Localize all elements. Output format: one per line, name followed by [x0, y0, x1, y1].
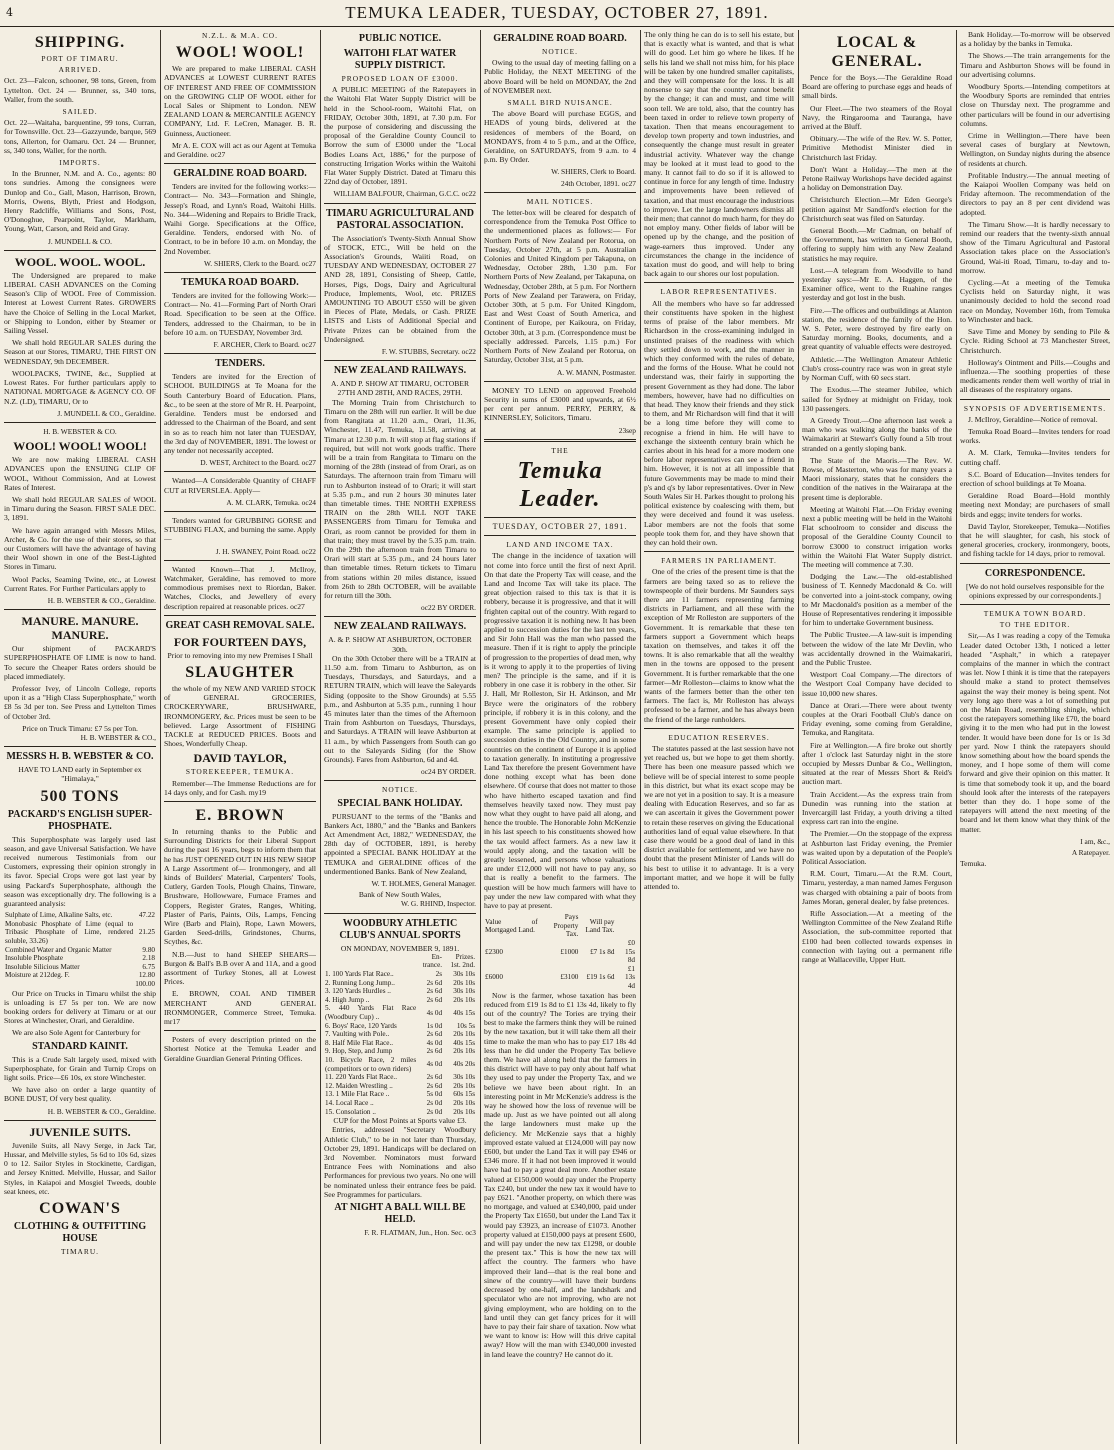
- event-row-cell: 10. Bicycle Race, 2 miles (competitors or to own riders): [325, 1055, 417, 1073]
- event-row: [324, 970, 476, 979]
- ad-heading: MANURE. MANURE. MANURE.: [21, 614, 139, 643]
- advertiser-signature: A. M. CLARK, Temuka. oc24: [226, 497, 316, 507]
- news-item: Fire at Wellington.—A fire broke out shortly after 1 o'clock last Saturday night in the store occupied by Messrs Dunbar & Co., Wellington, situated at the rear of Messrs Short & Reid's auction mart.: [802, 740, 952, 787]
- analysis-row-cell: Combined Water and Organic Matter: [5, 945, 112, 954]
- column-3: [324, 30, 476, 1446]
- event-row-cell: 14. Local Race ..: [325, 1098, 374, 1107]
- ad-subheading: A. & P. SHOW AT ASHBURTON, OCTOBER 30th.: [328, 635, 472, 654]
- ad-text: Remember—The Immense Reductions are for 14 days only, and for Cash. my19: [164, 778, 316, 797]
- analysis-row-cell: 12.80: [138, 971, 155, 980]
- event-row: [324, 1090, 476, 1099]
- ad-text: Prior to removing into my new Premises I Shall: [167, 650, 313, 660]
- ad-text: CUP for the Most Points at Sports value £3.: [333, 1116, 467, 1126]
- ad-date: 24th October, 1891. oc27: [560, 178, 636, 188]
- event-row-cell: 60s 15s: [453, 1090, 475, 1099]
- column-rule: [160, 30, 161, 1444]
- letter-signature: A Ratepayer.: [1071, 848, 1110, 858]
- analysis-row-cell: 47.22: [138, 911, 155, 920]
- advertiser-signature: oc22 BY ORDER.: [421, 603, 476, 613]
- news-item: Fire.—The offices and outbuildings at Alanton station, the residence of the family of the Hon. W. S. Peter, were destroyed by fire early on Saturday morning. Books, documents, and a great quantity of valuable effects were destroyed.: [802, 305, 952, 352]
- tax-row-cell: £1000: [560, 947, 579, 956]
- news-item: Obituary.—The wife of the Rev. W. S. Potter, Primitive Methodist Minister died in Christchurch last Friday.: [802, 134, 952, 162]
- ad-heading: WOODBURY ATHLETIC CLUB'S ANNUAL SPORTS: [339, 917, 461, 941]
- advertiser-signature: WILLIAM BALFOUR, Chairman, G.C.C. oc22: [333, 189, 476, 199]
- news-item: Dodging the Law.—The old-established business of T. Kennedy Macdonald & Co. will be converted into a joint-stock company, owing to Mr Macdonald's position as a member of the House of Representatives rendering it impossible for him to undertake Government business.: [802, 572, 952, 628]
- column-rule: [640, 30, 641, 1444]
- event-row-cell: 20s 10s: [453, 1030, 475, 1039]
- ad-text: We are now making LIBERAL CASH ADVANCES upon the ENSUING CLIP OF WOOL, Without Commission, And at Lowest Rates of Interest.: [4, 455, 156, 492]
- ad-subheading: CLOTHING & OUTFITTING HOUSE: [13, 1221, 147, 1245]
- advertiser-signature: H. B. WEBSTER & CO., Geraldine.: [47, 595, 156, 605]
- article-text: All the members who have so far addressed their constituents have spoken in the highest terms of praise of the labor members. Mr Richardson in the cross-examining indulged in unstinted praises of the readiness with which they settled down to work, and the manner in which they conformed with the rules of debate, and the forms of the House. What he could not understand was, their fairly in supporting the present Government as they had done. The labor members, however, have had no difficulties on that head. They know their friends and they stick to them, and Mr Richardson will find that it will be a long time before they will come to recognise a friend in him. He will have to exchange the sixteenth century brain which he carries about in his head for a more modern one before labor representatives can see a friend in him. However, it is not at all impossible that future Governments may be made to mind their p's and q's by labor representatives. Over in New South Wales Sir H. Parkes thought to prolong his political existence by coalescing with them, but they were deceived and found it was useless. Labor members are not the fools that some people took them for, and they have shown that they can hold their own.: [644, 298, 794, 547]
- analysis-table: [4, 911, 156, 988]
- synopsis-item: J. McIlroy, Geraldine—Notice of removal.: [968, 414, 1098, 424]
- port-heading: PORT OF TIMARU.: [41, 54, 119, 63]
- news-item: The Premier.—On the stoppage of the express at Ashburton last Friday evening, the Premier was waited upon by a deputation of the People's Political Association.: [802, 829, 952, 867]
- news-item: The Exodus.—The steamer Jubilee, which sailed for Sydney at midnight on Friday, took 130 passengers.: [802, 385, 952, 413]
- ad-subheading: ON MONDAY, NOVEMBER 9, 1891.: [340, 943, 460, 953]
- news-item: Save Time and Money by sending to Pile & Cycle. Riding School at 73 Manchester Street, Christchurch.: [960, 327, 1110, 355]
- article-heading: EDUCATION RESERVES.: [668, 732, 770, 742]
- letter-text: Sir,—As I was reading a copy of the Temuka Leader dated October 13th, I noticed a letter headed "Asphalt," in which a ratepayer complains of the manner in which the contract was let. Now I think it is time that the ratepayers should make a stand to protect themselves against the way their money is being spent. Not very long ago there was a lot of something put on the Main Road, resembling shingle, which cost the ratepayers something like £70, the board giving it to the men who had put in the lowest tender. It would have been done for 1s or 1s 3d per yard. Now I think the ratepayers should know something about how the board spends the money, and I hope some of them will come forward and give their opinion on this matter. It is time that somebody took it up, and the board should look after the interests of the ratepayers better than they do. I hope some of the ratepayers will attend the next meeting of the board and let them know what they think of the matter.: [960, 631, 1110, 834]
- analysis-row: [4, 946, 156, 955]
- event-row-cell: 2. Running Long Jump..: [325, 978, 395, 987]
- news-item: Westport Coal Company.—The directors of the Westport Coal Company have decided to issue 10,000 new shares.: [802, 670, 952, 698]
- news-item: Don't Want a Holiday.—The men at the Petone Railway Workshops have decided against a holiday on Demonstration Day.: [802, 164, 952, 193]
- analysis-row-cell: 100.00: [135, 979, 155, 988]
- event-row-cell: 2s 6d: [426, 1047, 443, 1056]
- letter-place: Temuka.: [960, 859, 987, 869]
- event-row-cell: 4. High Jump ..: [325, 995, 370, 1004]
- ad-heading: NEW ZEALAND RAILWAYS.: [333, 365, 467, 377]
- news-item: Crime in Wellington.—There have been several cases of burglary at Newtown, Wellington, on Sunday nights during the absence of residents at church.: [960, 131, 1110, 168]
- advertiser-signature: W. T. HOLMES, General Manager.: [371, 879, 476, 889]
- disclaimer: [We do not hold ourselves responsible for the opinions expressed by our correspondents.]: [966, 581, 1104, 600]
- ad-heading: WOOL! WOOL! WOOL!: [13, 439, 147, 454]
- ad-heading: MESSRS H. B. WEBSTER & CO.: [6, 751, 154, 763]
- advertiser-name: J. MUNDELL & CO.: [48, 236, 112, 246]
- news-item: Dance at Orari.—There were about twenty couples at the Orari Football Club's dance on Friday evening, some coming from Geraldine, Temuka, and Rangitata.: [802, 700, 952, 738]
- analysis-row-cell: 6.75: [142, 962, 155, 971]
- news-item: Profitable Industry.—The annual meeting of the Kaiapoi Woollen Company was held on Friday afternoon. The recommendation of the directors to pay an 8 per cent dividend was adopted.: [960, 170, 1110, 217]
- analysis-row-cell: Sulphate of Lime, Alkaline Salts, etc.: [5, 911, 113, 920]
- analysis-row-cell: [4, 980, 134, 989]
- event-row-cell: 3. 120 Yards Hurdles ..: [325, 987, 391, 996]
- event-row-cell: 1. 100 Yards Flat Race..: [325, 970, 394, 979]
- event-row-cell: 4s 0d: [426, 1008, 443, 1017]
- article-text: The change in the incidence of taxation will not come into force until the first of next April. On that date the Property Tax will cease, and the Land and Income Tax will take its place. The great objection raised to this tax is that it is robbery, because it is progressive, and that it will frighten capital out of the country. With regard to progressive taxation it is nothing new. It has been applied to succession duties for the last ten years, and Sir John Hall was the man who passed the measure. Then if it is right to apply the principle of progression to the properties of dead men, why is it wrong to apply it to the properties of living men? The principle is the same, and if it is robbery in one case it is robbery in the other. Sir J. Hall, Mr Rolleston, Sir H. Atkinson, and Mr Bryce were the originators of the robbery principle, if robbery it is in this colony, and the present Government have only copied their example. The same principle is applied to succession duties in the Old Country, and in some countries on the continent of Europe it is applied to taxation generally. In instituting a progressive Land Tax therefore the present Government have done nothing except what has been done elsewhere. Of course that does not matter to those who have hitherto escaped taxation and find themselves heavily taxed now. They must pay now what they ought to have paid all along, and hence the trouble. The Honorable John McKenzie in his last speech to his constituents showed how the tax would affect farmers. As a new law it would apply along, and the taxation will be greatly lessened, and persons whose valuations are under £12,000 will not have to pay any, so that is really a benefit to the farmers. The question will be how much farmers will have to pay under the new law compared with what they have to pay at present.: [484, 551, 636, 911]
- leader-title: Temuka Leader.: [517, 457, 603, 512]
- ad-subheading: MAIL NOTICES.: [526, 196, 594, 206]
- event-row-cell: 2s 6d: [426, 978, 443, 987]
- ad-heading: AT NIGHT A BALL WILL BE HELD.: [334, 1201, 466, 1225]
- event-row-cell: 4s 0d: [426, 1060, 443, 1069]
- ad-heading: NEW ZEALAND RAILWAYS.: [333, 621, 467, 633]
- event-row: [324, 1039, 476, 1048]
- event-row: [324, 1108, 476, 1117]
- advertiser-signature: H. B. WEBSTER & CO., Geraldine.: [47, 1106, 156, 1116]
- ad-text: Professor Ivey, of Lincoln College, reports upon it as a "High Class Superphosphate," worth £8 5s 3d per ton. See Press and Lyttelton Times of October 3rd.: [4, 683, 156, 721]
- shipping-heading: SHIPPING.: [34, 34, 126, 51]
- news-item: The State of the Maoris.—The Rev. W. Rowse, of Masterton, who was for many years a Maori missionary, states that he considers the condition of the natives in the Wairarapa at the present time is deplorable.: [802, 455, 952, 502]
- event-row-cell: 13. 1 Mile Flat Race ..: [325, 1090, 390, 1099]
- ad-text: MONEY TO LEND on approved Freehold Security in sums of £3000 and upwards, at 6½ per cent per annum. PERRY, PERRY, & KINNERSLEY, Solicitors, Timaru.: [484, 385, 636, 423]
- event-row-cell: 40s 15s: [453, 1008, 475, 1017]
- event-row: [324, 1047, 476, 1056]
- event-row-cell: Prizes. 1st. 2nd.: [450, 952, 475, 970]
- event-row-cell: 30s 10s: [453, 987, 475, 996]
- article-heading: LABOR REPRESENTATIVES.: [660, 287, 778, 297]
- page-title: TEMUKA LEADER, TUESDAY, OCTOBER 27, 1891.: [345, 3, 769, 22]
- event-row-cell: 2s 6d: [426, 1073, 443, 1082]
- ad-text: This is a Crude Salt largely used, mixed with Superphosphate, for Grain and Turnip Crops on light soils. Price—£6 10s, ex store Winchester.: [4, 1054, 156, 1082]
- advertiser-signature: D. WEST, Architect to the Board. oc27: [200, 458, 316, 468]
- event-row: [324, 1022, 476, 1031]
- ad-text: Entries, addressed "Secretary Woodbury Athletic Club," to be in not later than Thursday, October 29, 1891. Handicaps will be declared on 3rd November. Nominators must forward Entrance Fees with Nominations and also Performances for previous two years. No one will be nominated unless their entrance fees be paid. See Programmes for particulars.: [324, 1125, 476, 1199]
- ad-text: We have also on order a large quantity of BONE DUST, Of very best quality.: [4, 1085, 156, 1104]
- event-row: [324, 1099, 476, 1108]
- article-text: The only thing he can do is to sell his estate, but that is exactly what is wanted, and that is what will do good. Let him go where he likes. If he sells his land we shall not miss him, for his place will be taken by one hundred smaller capitalists, and they will compensate for the loss. It is all nonsense to say that the country cannot benefit by the change; it can and must, and time will soon tell. We are told, also, that the country has been taxed in order to relieve town property of taxation. Then that means encouragement to develop town property and town industries, and consequently the change must result in greater industrial activity. Whatever way the change may be looked at it must lead to good to the many. It cannot fail to do so if it is allowed to continue in force for any length of time. Industry and improvements have been relieved of taxation, and that must encourage the industrious to improve. Let the large landowners dismiss all their men; that cannot do much harm, for they do not employ many. Other fields of labor will be opened up by the change, and the position of wage-earners thus improved. Under any circumstances the change in the incidence of taxation must do good, and will help to bring back again to our shores our lost population.: [644, 30, 794, 279]
- news-item: Cycling.—At a meeting of the Temuka Cyclists held on Saturday night, it was unanimously decided to hold the second road race on Monday, November 16th, from Temuka to Winchester and back.: [960, 278, 1110, 324]
- event-row-cell: 2s 6d: [426, 1030, 443, 1039]
- column-1: [4, 30, 156, 1446]
- event-row-cell: 2s 0d: [426, 1098, 443, 1107]
- news-item: Train Accident.—As the express train from Dunedin was running into the station at Invercargill last Friday, a youth driving a tilted express cart ran into the engine.: [802, 789, 952, 827]
- synopsis-item: A. M. Clark, Temuka—Invites tenders for cutting chaff.: [960, 448, 1110, 467]
- tax-row-cell: £19 1s 6d: [586, 973, 615, 982]
- ad-text: Tenders wanted for GRUBBING GORSE and STUBBING FLAX, and burning the same. Apply—: [164, 515, 316, 544]
- analysis-row: [4, 963, 156, 972]
- event-row-cell: 5s 0d: [426, 1090, 443, 1099]
- synopsis-item: David Taylor, Storekeeper, Temuka—Notifies that he will slaughter, for cash, his stock of general groceries, crockery, ironmongery, boots, and fishing tackle for 14 days, prior to removal.: [960, 521, 1110, 559]
- ad-subheading: NOTICE.: [542, 47, 578, 56]
- news-item: Rifle Association.—At a meeting of the Wellington Committee of the New Zealand Rifle Association, the sub-committee reported that £100 had been collected towards expenses in connection with laying out a permanent rifle range at Wallaceville, Upper Hutt.: [802, 909, 952, 965]
- column-rule: [956, 30, 957, 1444]
- ad-heading: WAITOHI FLAT WATER SUPPLY DISTRICT.: [343, 48, 457, 71]
- analysis-row-cell: 21.25: [138, 928, 155, 937]
- sailings-text: Oct. 22—Waitaha, barquentine, 99 tons, Curran, for Townsville. Oct. 23—Gazzyunde, barque, 569 tons, Allerton, for Oamaru. Oct. 24 — Brunner, ss, 340 tons, Waller, for the north.: [4, 118, 156, 155]
- section-heading: CORRESPONDENCE.: [984, 567, 1086, 579]
- article-text: The statutes passed at the last session have not yet reached us, but we hope to get them shortly. There has been one measure passed which we believe will be of special interest to some people in this district, but what its exact scope may be we are not yet in a position to say. It is a measure dealing with Education Reserves, and so far as we can ascertain it gives the Government power to retain these reserves on giving the Educational authorities land of equal value elsewhere. In that case there would be a good deal of land in this district available for settlement, and we have no doubt that the present Minister of Lands will do his best to utilise it to advantage. It is a very important matter, and we hope it will be fully attended to.: [644, 744, 794, 892]
- ad-text: Tenders are invited for the following Work:— Contract— No. 41—Forming Part of North Orari Road. Specification to be seen at the Office. Tenders, addressed to the Chairman, to be in before 10 a.m. on TUESDAY, November 3rd.: [164, 291, 316, 337]
- event-row: [324, 1030, 476, 1039]
- ad-heading: STANDARD KAINIT.: [32, 1040, 128, 1052]
- synopsis-list: [960, 415, 1110, 559]
- article-heading: FARMERS IN PARLIAMENT.: [661, 556, 777, 566]
- column-2: [164, 30, 316, 1446]
- event-row: [324, 1082, 476, 1091]
- event-row-cell: 30s 10s: [453, 970, 475, 979]
- news-item: The Public Trustee.—A law-suit is impending between the widow of the late Mr Devlin, who was accidentally drowned in the Waimakariri, and the Public Trustee.: [802, 630, 952, 667]
- local-news-list: [960, 30, 1110, 395]
- event-row-cell: 15. Consolation ..: [325, 1107, 376, 1116]
- news-item: The Timaru Show.—It is hardly necessary to remind our readers that the twenty-sixth annual show of the Timaru Agricultural and Pastoral Association takes place on the Association's Ground, Wai-iti Road, Timaru, to-day and to-morrow.: [960, 219, 1110, 275]
- ad-text: the whole of my NEW AND VARIED STOCK of GENERAL GROCERIES, CROCKERYWARE, BRUSHWARE, IRONMONGERY, &c. Prices must be seen to be believed. Large Assortment of FISHING TACKLE at REDUCED PRICES. Boots and Shoes, Wonderfully Cheap.: [164, 683, 316, 749]
- advertiser-signature: F. R. FLATMAN, Jun., Hon. Sec. oc3: [364, 1227, 476, 1237]
- article-text: One of the cries of the present time is that the farmers are being taxed so as to relieve the townspeople of their burdens. Mr Saunders says there are 11 farmers representing farming districts in Parliament, and all these with the exception of Mr Rolleston are supporters of the Government. It is remarkable that these ten farmers support a Government which heaps taxation on themselves, and takes it off the towns. It is also remarkable that all the wealthy men in the towns are opposed to the present Government. It is further remarkable that the one farmer—Mr Rolleston—claims to know what the wants of the farmers better than the other ten farmers. The fact is, Mr Rolleston has always professed to be a farmer, and he has always been the friend of the large runholders.: [644, 567, 794, 724]
- ad-text: Posters of every description printed on the Shortest Notice at the Temuka Leader and Geraldine Guardian General Printing Offices.: [164, 1035, 316, 1063]
- event-row-cell: 20s 10s: [453, 1081, 475, 1090]
- ad-heading: PUBLIC NOTICE.: [358, 33, 442, 44]
- ad-heading: SPECIAL BANK HOLIDAY.: [337, 797, 463, 809]
- ad-subheading: A. AND P. SHOW AT TIMARU, OCTOBER 27TH AND 28TH, AND RACES, 29TH.: [330, 379, 470, 398]
- analysis-row-cell: 9.80: [142, 945, 155, 954]
- news-item: Our Fleet.—The two steamers of the Royal Navy, the Ringarooma and Tauranga, have arrived at the Bluff.: [802, 103, 952, 132]
- event-row-cell: 2s 6d: [426, 1081, 443, 1090]
- news-item: Christchurch Election.—Mr Eden George's petition against Mr Sandford's election for the Christchurch seat was filed on Saturday.: [802, 195, 952, 223]
- synopsis-item: Temuka Road Board—Invites tenders for road works.: [960, 426, 1110, 446]
- analysis-row: [4, 971, 156, 980]
- ad-text: A PUBLIC MEETING of the Ratepayers in the Waitohi Flat Water Supply District will be held in the School-room, Waitohi Flat, on FRIDAY, October 30th, 1891, at 7.30 p.m. For the purpose of considering and discussing the proposal of the Geraldine County Council to Borrow the sum of £3000 under the "Local Bodies Loans Act, 1886," for the purpose of constructing Irrigation Works within the Waitohi Flat Water Supply District. Dated at Timaru this 22nd day of October, 1891.: [324, 85, 476, 187]
- news-item: General Booth.—Mr Cadman, on behalf of the Government, has written to General Booth, offering to supply him with any New Zealand statistics he may require.: [802, 226, 952, 263]
- event-row-cell: 5. 440 Yards Flat Race (Woodbury Cup) ..: [325, 1004, 417, 1021]
- event-row-cell: 20s 10s: [453, 995, 475, 1004]
- event-row-cell: 12. Maiden Wrestling ..: [325, 1081, 393, 1090]
- column-4: [484, 30, 636, 1446]
- sailed-label: SAILED.: [62, 107, 98, 117]
- ad-heading: COWAN'S: [39, 1200, 121, 1218]
- event-row: [324, 1004, 476, 1021]
- analysis-row-cell: Insoluble Silicious Matter: [5, 962, 80, 971]
- advertiser-signature: F. ARCHER, Clerk to Board. oc27: [213, 340, 316, 350]
- local-news-list: [802, 73, 952, 964]
- tax-row: [484, 913, 636, 939]
- masthead: [0, 0, 1114, 27]
- event-row-cell: 10s 5s: [456, 1021, 475, 1030]
- advertiser-signature: H. B. WEBSTER & CO.,: [80, 732, 156, 742]
- price-line: Price on Truck Timaru: £7 5s per Ton.: [22, 723, 138, 733]
- event-row: [324, 953, 476, 970]
- news-item: Holloway's Ointment and Pills.—Coughs and influenza.—The soothing properties of these medicaments render them well worthy of trial in all diseases of the respiratory organs.: [960, 357, 1110, 395]
- event-row: [324, 987, 476, 996]
- column-rule: [480, 30, 481, 1444]
- ad-location: TIMARU.: [61, 1247, 99, 1257]
- column-7: [960, 30, 1110, 1446]
- ad-text: Wanted Known—That J. McIlroy, Watchmaker, Geraldine, has removed to more commodious premises next to Riordan, Baker. Watches, Clocks, and Jewellery of every description repaired at reasonable prices. oc27: [164, 564, 316, 611]
- news-item: Pence for the Boys.—The Geraldine Road Board are offering to purchase eggs and heads of small birds.: [802, 73, 952, 101]
- letter-heading: TEMUKA TOWN BOARD.: [983, 608, 1087, 618]
- event-row-cell: 4s 0d: [426, 1038, 443, 1047]
- news-item: Athletic.—The Wellington Amateur Athletic Club's cross-country race was won in great style by Norman Cuff, with 60 secs start.: [802, 354, 952, 383]
- ad-text: Wanted—A Considerable Quantity of CHAFF CUT at RIVERSLEA. Apply—: [164, 476, 316, 495]
- event-row-cell: [324, 953, 417, 970]
- tax-table: [484, 913, 636, 990]
- leader-dateline: TUESDAY, OCTOBER 27, 1891.: [492, 521, 628, 531]
- article-text: Now is the farmer, whose taxation has been reduced from £19 1s 8d to £1 13s 4d, likely to fly out of the country? The Tories are trying their best to make the farmers think they will be ruined by the new taxation, but it will take them all their time to make the man who has to pay £17 18s 4d less than he did under the Property Tax believe them. We have all along held that the farmers in this district will have to pay only about half what they used to pay under the Property Tax, and we believe we have been about right. In an interesting point in Mr McKenzie's address is the way he showed how the loss of revenue will be made up. Just as we have pointed out all along the large landowners must make up the deficiency. Mr McKenzie says that a highly improved estate valued at £124,000 will pay now £600, but under the Land Tax it will pay £946 or £346 more. If it had not been improved it would have had to pay a great deal more. Another estate valued at £150,000 would pay under the Property Tax £240, but under the new tax it would have to pay £621. "Another property, on which there was no mortgage, and valued at £340,000, paid under the Property Tax £1650, but under the Land Tax it would pay £3923, an increase of £1073. Another property valued at £150,000 pays at present £600, and will pay under the new tax £1298, or double the present tax." This is how the new tax will affect the country. The farmers who have improved their land—that is the real bone and sinew of the country—will have their burdens decreased by one-half, and the landshark and speculator who are not improving, who are not giving employment, who are holding on to the land until they can get fancy prices for it will have to pay their fair share of taxation. Now what we want to know is: How will this drive capital away? How will the man with £340,000 invested in land leave the country? He cannot do it.: [484, 990, 636, 1359]
- tax-row-cell: £0 15s 8d: [625, 939, 635, 965]
- advertiser-name: N.Z.L. & M.A. CO.: [202, 31, 278, 40]
- imports-label: IMPORTS.: [59, 158, 101, 168]
- arrivals-text: Oct. 23—Falcon, schooner, 98 tons, Green, from Lyttelton. Oct. 24 — Brunner, ss, 340 tons, Waller, from the south.: [4, 76, 156, 104]
- ad-text: The Association's Twenty-Sixth Annual Show of STOCK, ETC., Will be held on the Association's Grounds, Waiiti Road, on TUESDAY AND WEDNESDAY, OCTOBER 27 AND 28, 1891, Consisting of Sheep, Cattle, Horses, Pigs, Dogs, Dairy and Agricultural Produce, Implements, Wool, etc. PRIZES AMOUNTING TO ABOUT £550 will be given in Pieces of Plate, Medals, or Cash. PRIZE LISTS and Lists of Additional Special and Private Prizes can be obtained from the Undersigned.: [324, 233, 476, 344]
- ad-heading: DAVID TAYLOR,: [193, 751, 287, 766]
- column-rule: [798, 30, 799, 1444]
- news-item: The Shows.—The train arrangements for the Timaru and Ashburton Shows will be found in our advertising columns.: [960, 51, 1110, 79]
- event-row-cell: 8. Half Mile Flat Race..: [325, 1038, 394, 1047]
- analysis-row: [4, 911, 156, 920]
- tax-row-cell: £3100: [560, 973, 579, 982]
- column-rule: [320, 30, 321, 1444]
- event-row-cell: 20s 10s: [453, 1107, 475, 1116]
- ad-text: Tenders are invited for the following works:— Contract— No. 343—Formation and Shingle, Jessep's Road, and Lynn's Road, Waitohi Hills. No. 344—Widening and Repairs to Bridle Track, Waihi Gorge. Specifications at the Office, Geraldine. Tenders, endorsed with No. of Contract, to be in before 10 a.m. on Monday, the 2nd November.: [164, 182, 316, 256]
- analysis-row-cell: Moisture at 212deg. F.: [5, 971, 70, 980]
- ad-heading: PACKARD'S ENGLISH SUPER-PHOSPHATE.: [7, 808, 153, 832]
- section-heading: SYNOPSIS OF ADVERTISEMENTS.: [963, 403, 1107, 413]
- advertiser-name: H. B. WEBSTER & CO.: [43, 426, 117, 436]
- analysis-row: [4, 980, 156, 989]
- news-item: Lost.—A telegram from Woodville to hand yesterday says:—Mr E. A. Haggen, of the Examiner office, went to the Ruahine ranges yesterday and got lost in the bush.: [802, 265, 952, 303]
- ad-heading: TEMUKA ROAD BOARD.: [181, 277, 299, 289]
- event-row: [324, 1073, 476, 1082]
- news-item: R.M. Court, Timaru.—At the R.M. Court, Timaru, yesterday, a man named James Ferguson was charged with obtaining a pair of boots from James Moran, general dealer, by false pretences.: [802, 869, 952, 906]
- ad-text: We are also Sole Agent for Canterbury for: [12, 1028, 141, 1038]
- event-row-cell: 2s 6d: [426, 987, 443, 996]
- ad-subheading: PROPOSED LOAN OF £3000.: [341, 74, 459, 83]
- ad-text: Our Price on Trucks in Timaru whilst the ship is unloading is £7 5s per ton. We are now booking orders for delivery at Timaru or at our Stores at Winchester, Orari, and Geraldine.: [4, 988, 156, 1026]
- tax-row-cell: Value of Mortgaged Land.: [485, 917, 538, 935]
- ad-date: 23sep: [618, 425, 636, 435]
- tax-row-cell: Pays Property Tax.: [553, 913, 579, 939]
- tax-row-cell: £6000: [485, 973, 503, 982]
- analysis-row-cell: Monobasic Phosphate of Lime (equal to Tribasic Phosphate of Lime, rendered soluble, 33.26): [5, 919, 134, 945]
- event-row: [324, 979, 476, 988]
- event-row-cell: 9. Hop, Step, and Jump: [325, 1047, 393, 1056]
- event-row-cell: 20s 10s: [453, 978, 475, 987]
- advertiser-signature: A. W. MANN, Postmaster.: [556, 367, 636, 377]
- event-row-cell: 40s 20s: [453, 1060, 475, 1069]
- column-5: [644, 30, 794, 1446]
- ad-text: Juvenile Suits, all Navy Serge, in Jack Tar, Hussar, and Melville styles, 5s 6d to 10s 6d, sizes 0 to 12. Sailor Styles in Stockinette, Cardigan, and Jersey Knitted. Melville, Hussar, and Sailor Styles, in Kaiapoi and Mosgiel Tweeds, double seat knees, etc.: [4, 1140, 156, 1196]
- ad-heading: E. BROWN: [195, 806, 285, 824]
- ad-heading: WOOL. WOOL. WOOL.: [14, 254, 146, 269]
- ad-text: Our shipment of PACKARD'S SUPERPHOSPHATE OF LIME is now to hand. To secure the Cheaper Rates orders should be placed immediately.: [4, 644, 156, 681]
- ad-text: We are prepared to make LIBERAL CASH ADVANCES at LOWEST CURRENT RATES OF INTEREST AND FREE OF COMMISSION on the GROWING CLIP OF WOOL either for Local Sales or Shipment to London. NEW ZEALAND LOAN & MERCANTILE AGENCY COMPANY, Ltd. F. LeCren, Manager. B. R. Guinness, Auctioneer.: [164, 64, 316, 138]
- analysis-row-cell: 2.18: [142, 954, 155, 963]
- event-row-cell: 2s 6d: [426, 995, 443, 1004]
- news-item: Meeting at Waitohi Flat.—On Friday evening next a public meeting will be held in the Waitohi Flat schoolroom to consider and discuss the proposal of the Geraldine County Council to borrow £3000 to construct irrigation works within the Waitohi Flat Water Supply district. The meeting will commence at 7.30.: [802, 504, 952, 569]
- event-row-cell: 20s 10s: [453, 1047, 475, 1056]
- masthead-the: THE: [551, 445, 569, 455]
- ad-text: The above Board will purchase EGGS, and HEADS of young birds, delivered at the residences of members of the Board, on MONDAYS, from 4 to 5 p.m., and at the Office, Geraldine, on SATURDAYS, from 9 a.m. to 4 p.m. By Order.: [484, 109, 636, 165]
- ad-text: Wool Packs, Seaming Twine, etc., at Lowest Current Rates. For Further Particulars apply to: [4, 574, 156, 593]
- imports-text: In the Brunner, N.M. and A. Co., agents: 80 tons sundries. Among the consignees were Dunlop and Co., Gall, Mason, Harrison, Brown, Morris, Owens, Blyth, Priest and Hodgson, Henry Radcliffe, Williams and Sons, Post, O'Donoghue, Pearpoint, Taylor, Markham, Young, Watt, Carson, and Reid and Gray.: [4, 169, 156, 234]
- ad-subheading: HAVE TO LAND early in September ex "Himalaya,": [18, 765, 142, 784]
- ad-text: Tenders are invited for the Erection of SCHOOL BUILDINGS at Te Moana for the South Canterbury Board of Education. Plans, &c., to be seen at the store of Mr R. H. Pearpoint, Geraldine. Tenders must be endorsed and addressed to the Chairman of the Board, and sent in so as to reach him not later than TUESDAY, the 3rd day of NOVEMBER, 1891. The lowest or any tender not necessarily accepted.: [164, 372, 316, 455]
- synopsis-item: Geraldine Road Board—Hold monthly meeting next Monday; are purchasers of small birds and eggs; invite tenders for works.: [960, 491, 1110, 519]
- ad-heading: 500 TONS: [40, 787, 120, 805]
- arrived-label: ARRIVED.: [58, 65, 102, 75]
- ad-text: E. BROWN, COAL AND TIMBER MERCHANT AND GENERAL IRONMONGER, Commerce Street, Temuka. mr17: [164, 989, 316, 1027]
- ad-subheading: SMALL BIRD NUISANCE.: [507, 98, 613, 108]
- ad-subheading: STOREKEEPER, TEMUKA.: [185, 767, 295, 777]
- event-row: [324, 1056, 476, 1073]
- ad-text: This Superphosphate was largely used last season, and gave Universal Satisfaction. We have received numerous Testimonials from our Customers, expressing their opinion strongly in its favor. Special Crops were got last year by using Packard's Superphosphate, although the season was exceptionally dry. The following is a guaranteed analysis:: [4, 834, 156, 909]
- tax-row: [484, 939, 636, 965]
- ad-heading: GREAT CASH REMOVAL SALE.: [165, 619, 315, 631]
- ad-text: The Undersigned are prepared to make LIBERAL CASH ADVANCES on the Coming Season's Clip of WOOL Free of Commission. Interest at Lowest Current Rates. GROWERS have the Choice of Selling in the Local Market, or Shipping to London, either by Steamer or Sailing Vessel.: [4, 270, 156, 336]
- ad-text: WOOLPACKS, TWINE, &c., Supplied at Lowest Rates. For further particulars apply to NATIONAL MORTGAGE & AGENCY CO. OF N.Z. (LD), TIMARU, Or to: [4, 368, 156, 406]
- advertiser-signature: oc24 BY ORDER.: [421, 767, 476, 777]
- event-row-cell: 11. 220 Yards Flat Race..: [325, 1073, 398, 1082]
- ad-text: N.B.—Just to hand SHEEP SHEARS—Burgon & Ball's B.B over A and 11A, and a good assortment of Turkey Stones, all at Lowest Prices.: [164, 949, 316, 987]
- news-item: Woodbury Sports.—Intending competitors at the Woodbury Sports are reminded that entries close on Thursday next. The programme and other particulars will be found in our advertising columns.: [960, 82, 1110, 128]
- event-row-cell: 7. Vaulting with Pole..: [325, 1030, 390, 1039]
- section-heading: LOCAL & GENERAL.: [831, 34, 923, 70]
- letter-closing: I am, &c.,: [1080, 836, 1110, 846]
- tax-row-cell: £1 13s 4d: [625, 964, 635, 990]
- ad-text: We shall hold REGULAR SALES of WOOL in Timaru during the Season. FIRST SALE DEC. 3, 1891.: [4, 494, 156, 523]
- page-number: 4: [6, 6, 13, 19]
- column-6: [802, 30, 952, 1446]
- tax-row-cell: £7 1s 8d: [590, 947, 615, 956]
- advertiser-signature: F. W. STUBBS, Secretary. oc22: [381, 347, 476, 357]
- ad-text: We shall hold REGULAR SALES during the Season at our Stores, TIMARU, THE FIRST ON WEDNESDAY, 9th DECEMBER.: [4, 338, 156, 366]
- ad-heading: GERALDINE ROAD BOARD.: [173, 168, 307, 180]
- ad-text: The Morning Train from Christchurch to Timaru on the 28th will run earlier. It will be due from Rangitata at 11.20 a.m., Orari, 11.36, Winchester, 11.47, Temuka, 11.58, arriving at Timaru at 12.30 p.m. It will stop at flag stations if required, but will not work goods traffic. There will be a train from Rangitata to Timaru on the morning of the 28th (instead of from Orari, as on Saturdays. The afternoon train from Timaru will run to Ashburton instead of to Orari; it will start at 5.35 p.m., and run 2 hours 30 minutes later than timetable times. THE NORTH EXPRESS TRAIN on the 28th WILL NOT TAKE PASSENGERS from Timaru for Temuka and Orari, as room cannot be provided for them in that train; they must travel by the 5.35 p.m. train. On the 29th the afternoon train from Timaru to Orari will start at 5.35 p.m., and 24 hours later than timetable times. Return tickets to Timaru from stations within 20 miles distance, issued from 26th to 28th OCTOBER, will be available for return till the 30th.: [324, 397, 476, 600]
- ad-text: In returning thanks to the Public and Surrounding Districts for their Liberal Support during the past 16 years, begs to inform them that he has JUST OPENED OUT IN HIS NEW SHOP A Large Assortment of— Ironmongery, and all kinds of Builders' Material, Carpenters' Tools, Cutlery, Garden Tools, Plough Chains, Tinware, Brushware, Hollowware, Furnace Frames and Coppers, Register Grates, Ranges, Whiting, Plaster of Paris, Paints, Oils, Lamps, Fencing Wire (Barb and Plain), Rope, Lawn Mowers, Garden Seed-drills, Grindstones, Churns, Scythes, &c.: [164, 826, 316, 947]
- letter-salutation: TO THE EDITOR.: [999, 620, 1071, 630]
- event-row-cell: 2s 0d: [426, 1107, 443, 1116]
- synopsis-item: S.C. Board of Education—Invites tenders for erection of school buildings at Te Moana.: [960, 469, 1110, 488]
- advertiser-signature: J. H. SWANEY, Point Road. oc22: [215, 546, 316, 556]
- news-item: A Greedy Trout.—One afternoon last week a man who was walking along the banks of the Waimakariri at Stewart's Gully found a 5lb trout stranded on a gently sloping bank.: [802, 415, 952, 453]
- ad-subheading: NOTICE.: [382, 785, 418, 795]
- event-row-cell: 2s: [435, 970, 443, 979]
- events-table: [324, 953, 476, 1116]
- ad-heading: TIMARU AGRICULTURAL AND PASTORAL ASSOCIATION.: [326, 207, 474, 231]
- advertiser-signature: J. MUNDELL & CO., Geraldine.: [57, 408, 156, 418]
- news-item: Bank Holiday.—To-morrow will be observed as a holiday by the banks in Temuka.: [960, 30, 1110, 49]
- event-row-cell: 6. Boys' Race, 120 Yards: [325, 1021, 397, 1030]
- analysis-row-cell: Insoluble Phosphate: [5, 954, 64, 963]
- event-row-cell: 40s 15s: [453, 1038, 475, 1047]
- ad-heading: WOOL! WOOL!: [175, 44, 305, 62]
- ad-heading: JUVENILE SUITS.: [29, 1124, 131, 1139]
- event-row-cell: En-trance.: [422, 952, 443, 970]
- ad-text: Owing to the usual day of meeting falling on a Public Holiday, the NEXT MEETING of the above Board will be held on MONDAY, the 2nd of NOVEMBER next.: [484, 58, 636, 95]
- event-row: [324, 996, 476, 1005]
- ad-text: The letter-box will be cleared for despatch of correspondence from the Temuka Post Office to the undermentioned places as follows:— For Northern Ports of New Zealand per Rotorua, on Tuesday, October 27th, at 5 p.m. Australian Colonies and United Kingdom per Takapuna, on Wednesday, October 28th, 1.30 p.m. For Northern Ports of New Zealand, per Takapuna, on Wednesday, October 28th, at 5 p.m. For Northern Ports of New Zealand per Tarawera, on Friday, October 30th, at 5 p.m. For United Kingdom, East and West Coast of South America, and Continent of Europe, per Kaikoura, on Friday, October 30th, at 3 p.m. (Correspondence must be specially addressed. Parcels, 1.15 p.m.) For Northern Ports of New Zealand per Rotorua, on Saturday, October 31st, at 5 p.m.: [484, 208, 636, 365]
- ad-text: We have again arranged with Messrs Miles, Archer, & Co. for the use of their stores, so that our Customers will have the advantage of having their Wool shown in one of the Best-Lighted Stores in Timaru.: [4, 525, 156, 572]
- ad-text: Mr A. E. COX will act as our Agent at Temuka and Geraldine. oc27: [164, 140, 316, 160]
- ad-heading: TENDERS.: [215, 358, 265, 370]
- analysis-row: [4, 920, 156, 946]
- ad-heading: FOR FOURTEEN DAYS,: [173, 634, 307, 649]
- ad-text: On the 30th October there will be a TRAIN at 11.50 a.m. from Timaru to Ashburton, as on Tuesdays, Thursdays, and Saturdays, and a RETURN TRAIN, which will leave the Saleyards Siding (opposite to the Show Grounds) at 5.55 p.m., and Ashburton at 5.35 p.m., running 1 hour 45 minutes later than the times of the Afternoon Train from Ashburton on Tuesdays, Thursdays, and Saturdays. A TRAIN will leave Ashburton at 11 a.m., by which Passengers from South can go out to the Saleyards Siding (for the Show Grounds). Fares from Ashburton, 6d and 4d.: [324, 653, 476, 764]
- article-heading: LAND AND INCOME TAX.: [506, 540, 614, 550]
- ad-text: PURSUANT to the terms of the "Banks and Bankers Act, 1880," and the "Banks and Bankers Act Amendment Act, 1882," WEDNESDAY, the 28th day of OCTOBER, 1891, is hereby appointed a SPECIAL BANK HOLIDAY at the TEMUKA and GERALDINE offices of the undermentioned Banks. Bank of New Zealand,: [324, 811, 476, 876]
- tax-row-cell: Will pay Land Tax.: [585, 917, 615, 935]
- event-row-cell: 20s 10s: [453, 1098, 475, 1107]
- advertiser-signature: W. G. RHIND, Inspector.: [400, 899, 476, 909]
- event-row-cell: 1s 0d: [426, 1021, 443, 1030]
- analysis-row: [4, 954, 156, 963]
- tax-row: [484, 965, 636, 991]
- advertiser-signature: W. SHIERS, Clerk to Board.: [551, 167, 636, 177]
- ad-text: Bank of New South Wales,: [358, 890, 442, 900]
- event-row-cell: 30s 10s: [453, 1073, 475, 1082]
- ad-heading: GERALDINE ROAD BOARD.: [493, 33, 627, 44]
- ad-heading: SLAUGHTER: [185, 663, 295, 681]
- advertiser-signature: W. SHIERS, Clerk to the Board. oc27: [203, 258, 316, 268]
- tax-row-cell: £2300: [485, 947, 503, 956]
